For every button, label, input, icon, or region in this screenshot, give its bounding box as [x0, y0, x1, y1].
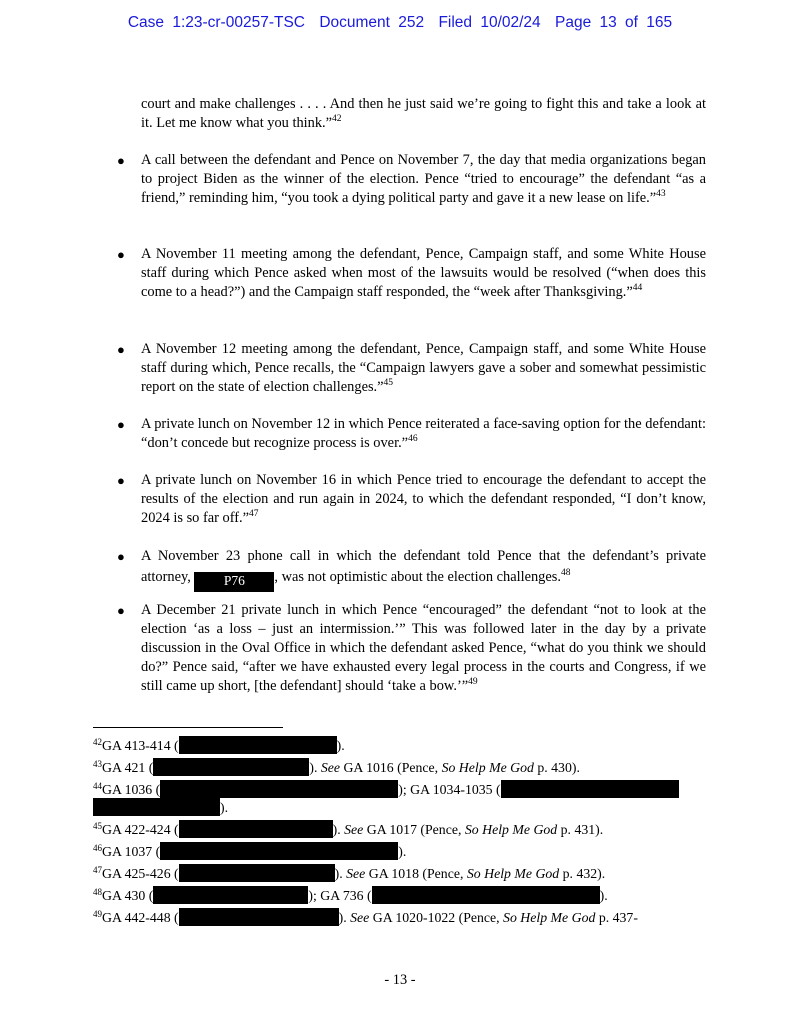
- intro-paragraph: court and make challenges . . . . And then he just said we’re going to fight this and take a look at it. Let me know what you think.”$^{42}$: [141, 96, 706, 131]
- redaction-box: [93, 798, 220, 816]
- redaction-box: P76: [194, 572, 274, 592]
- footnote-ref: 49: [468, 677, 478, 687]
- redaction-box: [179, 864, 335, 882]
- bullet-item: ● A private lunch on November 12 in which Pence reiterated a face-saving option for the defendant: “don’t concede but recognize process is over.”$^{46}$: [117, 416, 706, 451]
- footnote-ref: 43: [656, 189, 666, 199]
- bullet-icon: ●: [117, 342, 125, 357]
- bullet-icon: ●: [117, 247, 125, 262]
- footnote-ref: 42: [332, 114, 342, 124]
- document-number: Document 252: [319, 14, 425, 31]
- footnote-42: $^{42}$GA 413-414 ( ).: [93, 737, 345, 753]
- case-header: [0, 14, 800, 32]
- bullet-icon: ●: [117, 473, 125, 488]
- bullet-icon: ●: [117, 417, 125, 432]
- footnote-47: $^{47}$GA 425-426 ( ). See GA 1018 (Pence, So Help Me God p. 432).: [93, 865, 606, 881]
- page-number: - 13 -: [384, 972, 416, 988]
- footnote-divider: [93, 727, 283, 728]
- redaction-box: [153, 758, 309, 776]
- footnote-45: $^{45}$GA 422-424 ( ). See GA 1017 (Pence, So Help Me God p. 431).: [93, 821, 604, 837]
- bullet-item: ● A call between the defendant and Pence on November 7, the day that media organizations began to project Biden as the winner of the election. Pence “tried to encourage” the defendant “as a friend,” reminding him, “you took a dying political party and gave it a new lease on life.”$^{43}$: [117, 152, 706, 206]
- bullet-icon: ●: [117, 603, 125, 618]
- footnote-43: $^{43}$GA 421 ( ). See GA 1016 (Pence, So Help Me God p. 430).: [93, 759, 580, 775]
- footnote-44-continued: ).: [93, 798, 708, 816]
- redaction-box: [179, 736, 337, 754]
- bullet-item: ● A private lunch on November 16 in which Pence tried to encourage the defendant to accept the results of the election and run again in 2024, to which the defendant responded, “I don’t know, 2024 is so far off.”$^{47}$: [117, 472, 706, 526]
- redaction-box: [501, 780, 679, 798]
- footnote-48: $^{48}$GA 430 ( ); GA 736 ( ).: [93, 887, 608, 903]
- bullet-item: ● A December 21 private lunch in which Pence “encouraged” the defendant “not to look at the election ‘as a loss – just an intermission.’” This was followed later in the day by a private discussion in the Oval Office in which the defendant asked Pence, “what do you think we should do?” Pence said, “after we have exhausted every legal process in the courts and Congress, if we still came up short, [the defendant] should ‘take a bow.’”$^{49}$: [117, 602, 706, 694]
- redaction-box: [160, 780, 398, 798]
- bullet-item: ● A November 12 meeting among the defendant, Pence, Campaign staff, and some White House staff during which, Pence recalls, the “Campaign lawyers gave a sober and somewhat pessimistic report on the state of election challenges.”$^{45}$: [117, 341, 706, 395]
- filed-date: Filed 10/02/24: [438, 14, 541, 31]
- footnote-49: $^{49}$GA 442-448 ( ). See GA 1020-1022 (Pence, So Help Me God p. 437-: [93, 909, 638, 925]
- footnote-ref: 45: [383, 378, 394, 388]
- case-number: Case 1:23-cr-00257-TSC: [127, 14, 305, 31]
- bullet-icon: ●: [117, 549, 125, 564]
- footnote-ref: 47: [249, 509, 259, 519]
- redaction-box: [160, 842, 398, 860]
- bullet-icon: ●: [117, 153, 125, 168]
- footnote-ref: 48: [560, 568, 571, 578]
- redaction-box: [179, 820, 333, 838]
- footnote-ref: 44: [632, 283, 643, 293]
- redaction-box: [153, 886, 308, 904]
- footnote-44: $^{44}$GA 1036 ( ); GA 1034-1035 (: [93, 780, 708, 798]
- footnote-46: $^{46}$GA 1037 ( ).: [93, 843, 407, 859]
- footnote-ref: 46: [408, 434, 418, 444]
- bullet-item: ● A November 23 phone call in which the defendant told Pence that the defendant’s private attorney, P76 , was not optimistic about the election challenges.$^{48}$: [141, 546, 706, 592]
- redaction-box: [372, 886, 600, 904]
- redaction-box: [179, 908, 339, 926]
- page-of: Page 13 of 165: [555, 14, 673, 31]
- bullet-item: ● A November 11 meeting among the defendant, Pence, Campaign staff, and some White House staff during which Pence asked when most of the lawsuits would be resolved (“when does this come to a head?”) and the Campaign staff responded, the “week after Thanksgiving.”$^{44}$: [117, 246, 706, 300]
